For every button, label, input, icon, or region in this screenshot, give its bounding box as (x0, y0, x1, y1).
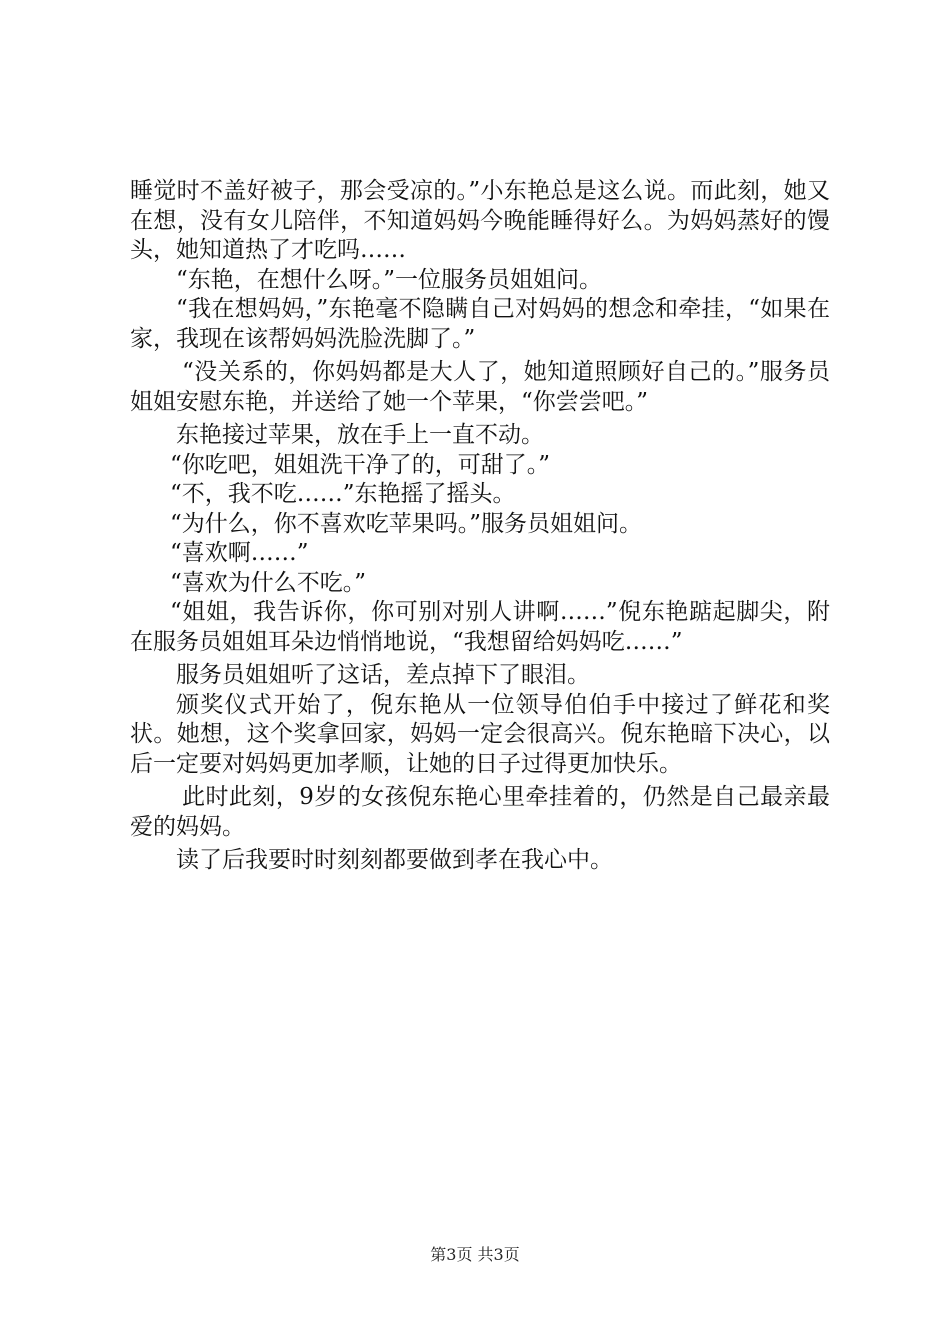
page-number-footer: 第3页 共3页 (430, 1245, 520, 1264)
paragraph-10: “喜欢为什么不吃。” (170, 569, 367, 596)
paragraph-1: 睡觉时不盖好被子，那会受凉的。”小东艳总是这么说。而此刻，她又在想，没有女儿陪伴，不知道妈妈今晚能睡得好么。为妈妈蒸好的馒头，她知道热了才吃吗…… (130, 178, 830, 263)
paragraph-5: 东艳接过苹果，放在手上一直不动。 (176, 422, 544, 448)
paragraph-3: “我在想妈妈，”东艳毫不隐瞒自己对妈妈的想念和牵挂，“如果在家，我现在该帮妈妈洗脸洗脚了。” (130, 296, 830, 352)
paragraph-2: “东艳，在想什么呀。”一位服务员姐姐问。 (176, 266, 603, 293)
paragraph-14: 此时此刻，9岁的女孩倪东艳心里牵挂着的，仍然是自己最亲最爱的妈妈。 (130, 784, 830, 840)
paragraph-12: 服务员姐姐听了这话，差点掉下了眼泪。 (176, 662, 590, 688)
paragraph-15: 读了后我要时时刻刻都要做到孝在我心中。 (176, 847, 613, 873)
document-body (130, 177, 830, 876)
paragraph-8: “为什么，你不喜欢吃苹果吗。”服务员姐姐问。 (170, 510, 643, 537)
paragraph-9: “喜欢啊……” (170, 540, 309, 566)
paragraph-11: “姐姐，我告诉你，你可别对别人讲啊……”倪东艳踮起脚尖，附在服务员姐姐耳朵边悄悄地说，“我想留给妈妈吃……” (130, 599, 830, 655)
paragraph-7: “不，我不吃……”东艳摇了摇头。 (170, 481, 516, 507)
paragraph-4: “没关系的，你妈妈都是大人了，她知道照顾好自己的。”服务员姐姐安慰东艳，并送给了她一个苹果，“你尝尝吧。” (130, 359, 830, 415)
paragraph-13: 颁奖仪式开始了，倪东艳从一位领导伯伯手中接过了鲜花和奖状。她想，这个奖拿回家，妈妈一定会很高兴。倪东艳暗下决心，以后一定要对妈妈更加孝顺，让她的日子过得更加快乐。 (130, 691, 830, 777)
paragraph-6: “你吃吧，姐姐洗干净了的，可甜了。” (170, 451, 551, 478)
